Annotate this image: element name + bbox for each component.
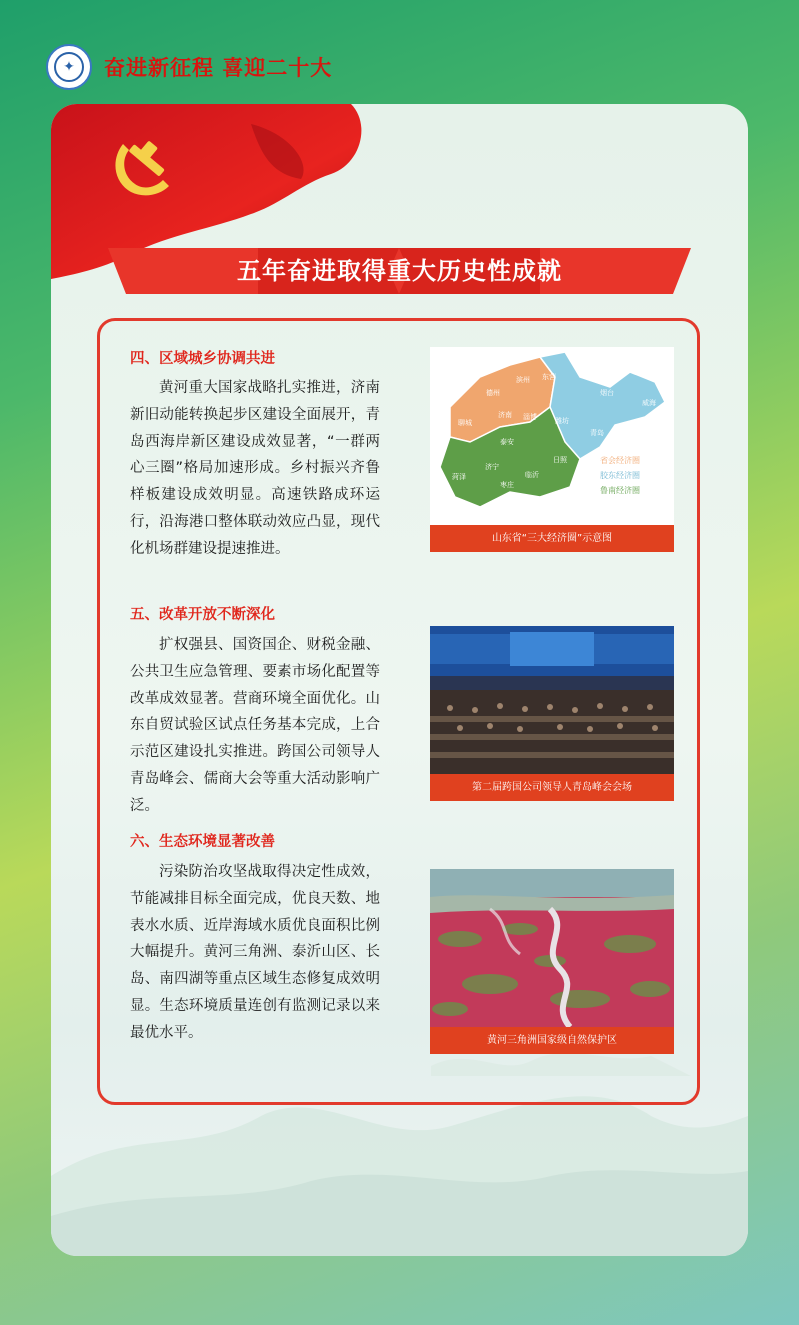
svg-text:枣庄: 枣庄	[500, 481, 514, 489]
school-emblem-icon: ✦	[46, 44, 92, 90]
page-header	[46, 44, 332, 90]
svg-text:菏泽: 菏泽	[452, 473, 466, 481]
svg-text:聊城: 聊城	[458, 419, 472, 427]
figure-caption: 第二届跨国公司领导人青岛峰会会场	[430, 774, 674, 801]
svg-text:省会经济圈: 省会经济圈	[600, 456, 640, 465]
svg-text:胶东经济圈: 胶东经济圈	[600, 471, 640, 480]
section-paragraph: 扩权强县、国资国企、财税金融、公共卫生应急管理、要素市场化配置等改革成效显著。营商环境全面优化。山东自贸试验区试点任务基本完成，上合示范区建设扎实推进。跨国公司领导人青岛峰会、儒商大会等重大活动影响广泛。	[130, 637, 380, 814]
svg-text:鲁南经济圈: 鲁南经济圈	[600, 486, 640, 495]
section-title-regional: 四、区域城乡协调共进	[130, 351, 275, 367]
section-text-ecology	[130, 859, 380, 1047]
summit-photo	[430, 626, 674, 774]
svg-text:青岛: 青岛	[590, 429, 604, 437]
svg-text:潍坊: 潍坊	[555, 417, 569, 425]
figure-economic-circles-map	[430, 347, 674, 552]
svg-text:德州: 德州	[486, 389, 500, 397]
delta-photo	[430, 869, 674, 1027]
section-text-regional	[130, 375, 380, 563]
svg-text:滨州: 滨州	[516, 376, 530, 384]
svg-text:威海: 威海	[642, 399, 656, 407]
svg-text:东营: 东营	[542, 373, 556, 381]
section-title-ecology: 六、生态环境显著改善	[130, 834, 275, 850]
section-paragraph: 黄河重大国家战略扎实推进，济南新旧动能转换起步区建设全面展开，青岛西海岸新区建设成效显著，“一群两心三圈”格局加速形成。乡村振兴齐鲁样板建设成效明显。高速铁路成环运行，沿海港口整体联动效应凸显，现代化机场群建设提速推进。	[130, 380, 380, 557]
section-text-reform	[130, 632, 380, 820]
svg-text:济南: 济南	[498, 411, 512, 419]
svg-text:泰安: 泰安	[500, 438, 514, 446]
figure-caption: 山东省“三大经济圈”示意图	[430, 525, 674, 552]
banner-title: 五年奋进取得重大历史性成就	[237, 257, 562, 285]
figure-caption: 黄河三角洲国家级自然保护区	[430, 1027, 674, 1054]
svg-text:济宁: 济宁	[485, 463, 499, 471]
section-title-reform: 五、改革开放不断深化	[130, 607, 275, 623]
svg-text:日照: 日照	[553, 456, 567, 464]
title-banner	[108, 248, 691, 294]
figure-yellow-river-delta	[430, 869, 674, 1054]
svg-text:烟台: 烟台	[600, 389, 614, 397]
svg-text:淄博: 淄博	[523, 413, 537, 421]
map-legend	[600, 455, 640, 495]
section-paragraph: 污染防治攻坚战取得决定性成效，节能减排目标全面完成，优良天数、地表水水质、近岸海域水质优良面积比例大幅提升。黄河三角洲、泰沂山区、长岛、南四湖等重点区域生态修复成效明显。生态环境质量连创有监测记录以来最优水平。	[130, 864, 380, 1041]
header-title: 奋进新征程 喜迎二十大	[104, 56, 333, 80]
svg-text:临沂: 临沂	[525, 471, 539, 479]
shandong-map-image	[430, 347, 674, 525]
figure-summit-venue	[430, 626, 674, 801]
